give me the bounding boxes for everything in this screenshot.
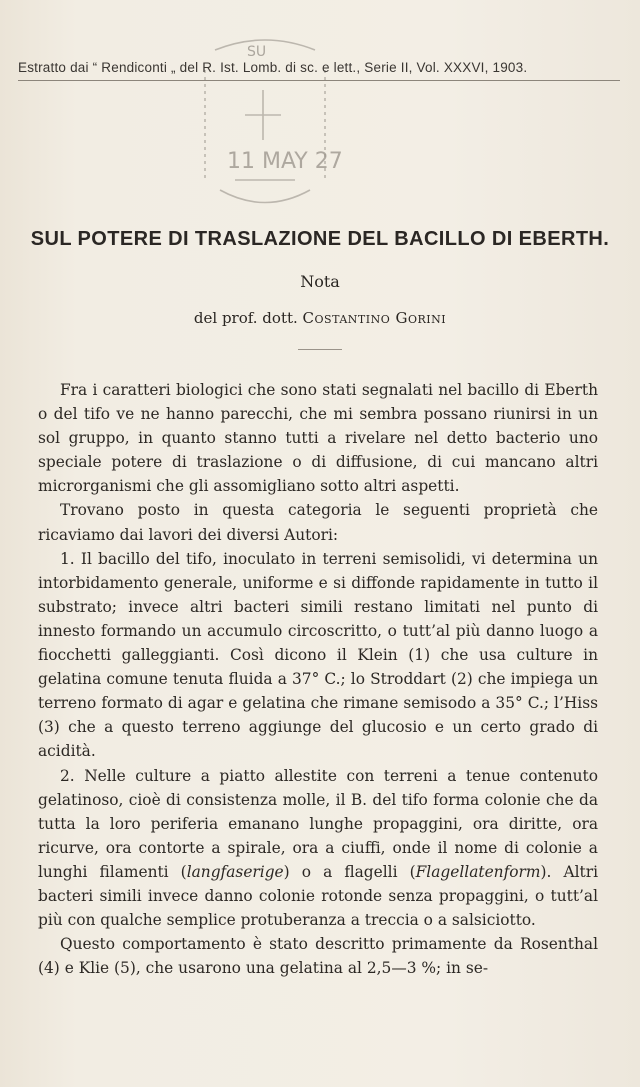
header-divider xyxy=(18,80,620,81)
offprint-header: Estratto dai “ Rendiconti „ del R. Ist. Lomb. di sc. e lett., Serie II, Vol. XXXVI, 1903. xyxy=(18,60,528,75)
author-line xyxy=(0,309,640,327)
paragraph-point-2 xyxy=(38,764,598,933)
svg-text:11 MAY 27: 11 MAY 27 xyxy=(227,149,343,174)
article-subtitle: Nota xyxy=(300,272,340,291)
point-2-text-c: ). Altri bacteri simili invece danno colonie rotonde senza propaggini, o tutt’al più con qualche semplice protuberanza a treccia o a salsiciotto. xyxy=(38,862,598,930)
paragraph-rosenthal: Questo comportamento è stato descritto primamente da Rosenthal (4) e Klie (5), che usarono una gelatina al 2,5—3 %; in se- xyxy=(38,935,598,978)
library-stamp xyxy=(175,30,355,220)
paragraph-point-1: 1. Il bacillo del tifo, inoculato in terreni semisolidi, vi determina un intorbidamento generale, uniforme e si diffonde rapidamente in tutto il substrato; invece altri bacteri simili restano limitati nel punto di innesto formando un accumulo circoscritto, o tutt’al più danno luogo a fiocchetti galleggianti. Così dicono il Klein (1) che usa culture in gelatina comune tenuta fluida a 37° C.; lo Stroddart (2) che impiega un terreno formato di agar e gelatina che rimane semisodo a 35° C.; l’Hiss (3) che a questo terreno aggiunge del glucosio e un certo grado di acidità. xyxy=(38,549,598,761)
author-name: Costantino Gorini xyxy=(302,309,447,327)
svg-text:SU: SU xyxy=(247,44,267,60)
paragraph-intro: Fra i caratteri biologici che sono stati segnalati nel bacillo di Eberth o del tifo ve ne hanno parecchi, che mi sembra possano riunirsi in un sol gruppo, in quanto stanno tutti a rivelare nel detto bacterio uno speciale potere di traslazione o di diffusione, di cui mancano altri microrganismi che gli assomigliano sotto altri aspetti. xyxy=(38,381,598,496)
section-divider xyxy=(298,349,342,350)
article-title: SUL POTERE DI TRASLAZIONE DEL BACILLO DI EBERTH. xyxy=(30,228,610,250)
term-flagellatenform: Flagellatenform xyxy=(415,862,541,881)
point-2-text-b: ) o a flagelli ( xyxy=(283,862,416,881)
stamp-seal-icon xyxy=(175,30,355,220)
paragraph-category: Trovano posto in questa categoria le seguenti proprietà che ricaviamo dai lavori dei diversi Autori: xyxy=(38,501,598,544)
point-2-text-a: 2. Nelle culture a piatto allestite con terreni a tenue contenuto gelatinoso, cioè di consistenza molle, il B. del tifo forma colonie che da tutta la loro periferia emanano lunghe propaggini, ora diritte, ora ricurve, ora contorte a spirale, ora a ciuffi, onde il nome di colonie a lunghi filamenti ( xyxy=(38,766,598,881)
author-prefix: del prof. dott. xyxy=(193,309,298,327)
article-body xyxy=(38,378,598,980)
term-langfaserige: langfaserige xyxy=(186,862,284,881)
